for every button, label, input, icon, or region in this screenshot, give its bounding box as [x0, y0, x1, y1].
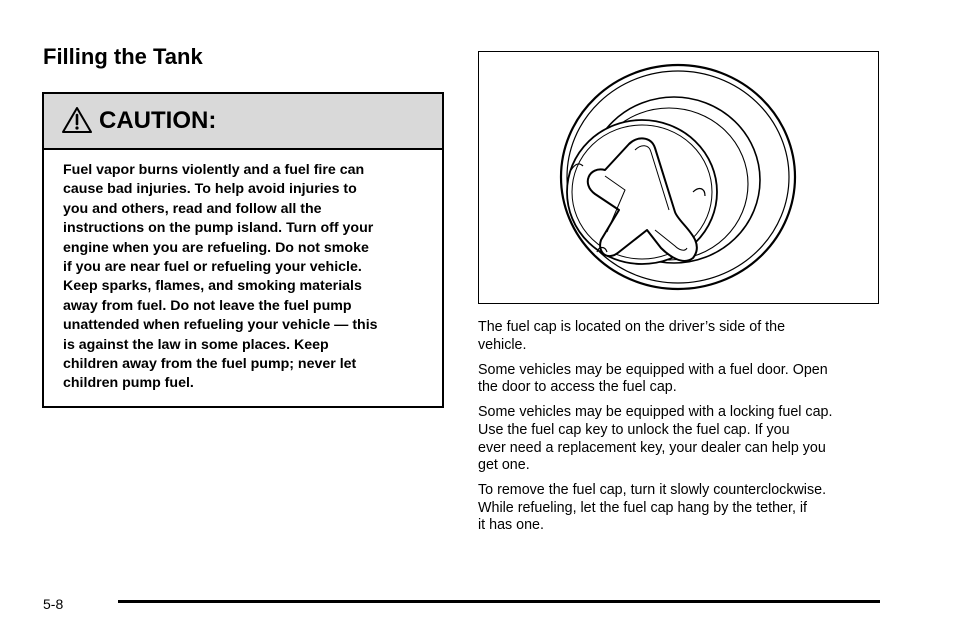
text-line: To remove the fuel cap, turn it slowly counterclockwise.	[478, 482, 827, 499]
paragraph	[478, 319, 888, 354]
paragraph	[478, 404, 888, 474]
section-heading: Filling the Tank	[43, 44, 203, 69]
paragraph	[478, 362, 888, 397]
caution-header	[44, 94, 442, 150]
text-line: Use the fuel cap key to unlock the fuel cap. If you	[478, 421, 790, 438]
caution-line: away from fuel. Do not leave the fuel pump	[63, 297, 352, 314]
text-line: Some vehicles may be equipped with a fuel door. Open	[478, 361, 828, 378]
warning-triangle-icon	[61, 106, 93, 134]
caution-line: engine when you are refueling. Do not smoke	[63, 239, 369, 256]
caution-line: you and others, read and follow all the	[63, 200, 322, 217]
caution-box	[42, 92, 444, 408]
body-text	[478, 319, 888, 543]
fuel-cap-figure	[478, 51, 879, 304]
caution-line: if you are near fuel or refueling your vehicle.	[63, 259, 362, 276]
text-line: The fuel cap is located on the driver’s side of the	[478, 319, 786, 335]
paragraph	[478, 482, 888, 535]
page-number: 5-8	[43, 596, 64, 612]
text-line: get one.	[478, 457, 530, 474]
caution-body	[44, 150, 442, 394]
text-line: ever need a replacement key, your dealer can help you	[478, 439, 826, 456]
caution-line: Fuel vapor burns violently and a fuel fire can	[63, 162, 365, 178]
caution-line: is against the law in some places. Keep	[63, 336, 329, 353]
text-line: the door to access the fuel cap.	[478, 379, 677, 396]
text-line: Some vehicles may be equipped with a locking fuel cap.	[478, 404, 833, 421]
caution-line: children pump fuel.	[63, 375, 194, 392]
caution-line: unattended when refueling your vehicle — this	[63, 317, 378, 334]
caution-label: CAUTION:	[99, 107, 217, 134]
text-line: While refueling, let the fuel cap hang by the tether, if	[478, 499, 808, 516]
fuel-cap-icon	[479, 52, 878, 303]
caution-line: cause bad injuries. To help avoid injuries to	[63, 181, 357, 198]
text-line: vehicle.	[478, 336, 527, 353]
text-line: it has one.	[478, 517, 544, 534]
caution-line: instructions on the pump island. Turn off your	[63, 220, 374, 237]
footer-rule	[118, 600, 880, 603]
caution-line: Keep sparks, flames, and smoking materials	[63, 278, 362, 295]
caution-line: children away from the fuel pump; never let	[63, 356, 357, 373]
